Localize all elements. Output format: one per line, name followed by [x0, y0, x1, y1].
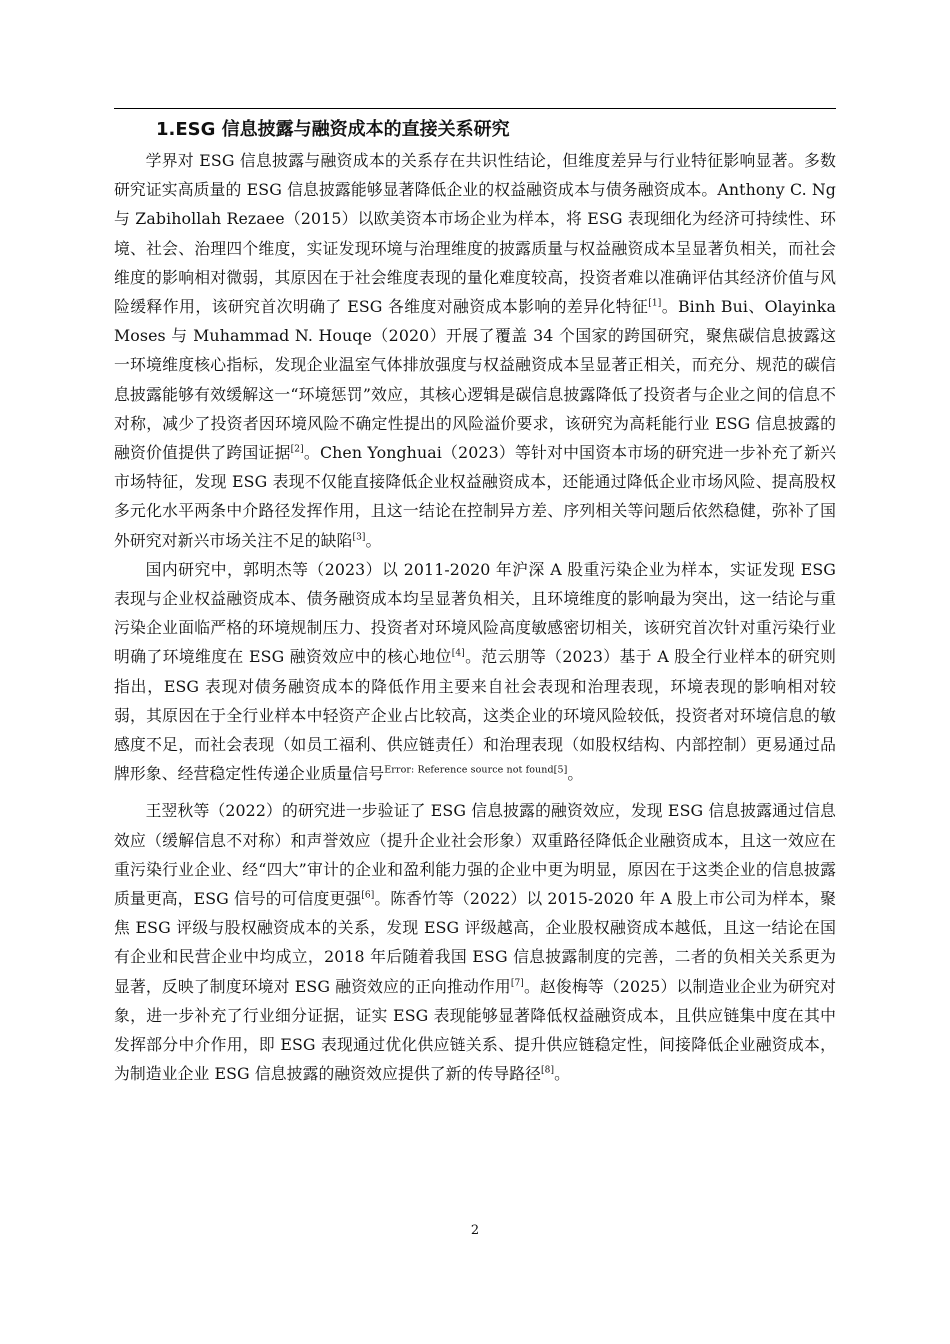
- paragraph-2: [114, 555, 836, 789]
- paragraph-text: 。范云朋等（2023）基于 A 股全行业样本的研究则指出，ESG 表现对债务融资成本的降低作用主要来自社会表现和治理表现，环境表现的影响相对较弱，其原因在于全行业样本中轻资产企业占比较高，这类企业的环境风险较低，投资者对环境信息的敏感度不足，而社会表现（如员工福利、供应链责任）和治理表现（如股权结构、内部控制）更易通过品牌形象、经营稳定性传递企业质量信号: [114, 647, 836, 784]
- paragraph-3: [114, 796, 836, 1088]
- paragraph-text: 。: [365, 530, 382, 550]
- paragraph-text: 。赵俊梅等（2025）以制造业企业为研究对象，进一步补充了行业细分证据，证实 ESG 表现能够显著降低权益融资成本，且供应链集中度在其中发挥部分中介作用，即 ESG 表现通过优化供应链关系、提升供应链稳定性，间接降低企业融资成本，为制造业企业 ESG 信息披露的融资效应提供了新的传导路径: [114, 976, 836, 1084]
- paragraph-text: 国内研究中，郭明杰等（2023）以 2011-2020 年沪深 A 股重污染企业为样本，实证发现 ESG 表现与企业权益融资成本、债务融资成本均呈显著负相关，且环境维度的影响最为突出，这一结论与重污染企业面临严格的环境规制压力、投资者对环境风险高度敏感密切相关，该研究首次针对重污染行业明确了环境维度在 ESG 融资效应中的核心地位: [114, 559, 836, 667]
- paragraph-text: 。陈香竹等（2022）以 2015-2020 年 A 股上市公司为样本，聚焦 ESG 评级与股权融资成本的关系，发现 ESG 评级越高，企业股权融资成本越低，且这一结论在国有企业和民营企业中均成立，2018 年后随着我国 ESG 信息披露制度的完善，二者的负相关关系更为显著，反映了制度环境对 ESG 融资效应的正向推动作用: [114, 889, 836, 996]
- paragraph-text: 王翌秋等（2022）的研究进一步验证了 ESG 信息披露的融资效应，发现 ESG 信息披露通过信息效应（缓解信息不对称）和声誉效应（提升企业社会形象）双重路径降低企业融资成本，且这一效应在重污染行业企业、经“四大”审计的企业和盈利能力强的企业中更为明显，原因在于这类企业的信息披露质量更高，ESG 信号的可信度更强: [114, 801, 836, 909]
- paragraph-text: 。: [554, 1064, 571, 1084]
- reference-error: Error: Reference source not found[5]: [384, 765, 568, 776]
- paragraph-text: 学界对 ESG 信息披露与融资成本的关系存在共识性结论，但维度差异与行业特征影响显著。多数研究证实高质量的 ESG 信息披露能够显著降低企业的权益融资成本与债务融资成本。Anthony C. Ng 与 Zabihollah Rezaee（2015）以欧美资本市场企业为样本，将 ESG 表现细化为经济可持续性、环境、社会、治理四个维度，实证发现环境与治理维度的披露质量与权益融资成本呈显著负相关，而社会维度的影响相对微弱，其原因在于社会维度表现的量化难度较高，投资者难以准确评估其经济价值与风险缓释作用，该研究首次明确了 ESG 各维度对融资成本影响的差异化特征: [114, 151, 836, 317]
- paragraph-1: [114, 146, 836, 555]
- paragraph-text: 。Binh Bui、Olayinka Moses 与 Muhammad N. Houqe（2020）开展了覆盖 34 个国家的跨国研究，聚焦碳信息披露这一环境维度核心指标，发现企业温室气体排放强度与权益融资成本呈显著正相关，而充分、规范的碳信息披露能够有效缓解这一“环境惩罚”效应，其核心逻辑是碳信息披露降低了投资者与企业之间的信息不对称，减少了投资者因环境风险不确定性提出的风险溢价要求，该研究为高耗能行业 ESG 信息披露的融资价值提供了跨国证据: [114, 297, 836, 463]
- citation-ref: [2]: [290, 444, 304, 455]
- citation-ref: [3]: [352, 532, 366, 543]
- citation-ref: [6]: [361, 890, 375, 901]
- citation-ref: [7]: [510, 978, 524, 989]
- header-rule: [114, 108, 836, 109]
- page-body: [114, 116, 836, 1089]
- section-title: 1.ESG 信息披露与融资成本的直接关系研究: [156, 119, 510, 140]
- citation-ref: [1]: [648, 298, 662, 309]
- paragraph-text: 。Chen Yonghuai（2023）等针对中国资本市场的研究进一步补充了新兴市场特征，发现 ESG 表现不仅能直接降低企业权益融资成本，还能通过降低企业市场风险、提高股权多元化水平两条中介路径发挥作用，且这一结论在控制异方差、序列相关等问题后依然稳健，弥补了国外研究对新兴市场关注不足的缺陷: [114, 443, 836, 550]
- page-number: 2: [470, 1223, 480, 1238]
- citation-ref: [4]: [451, 649, 465, 660]
- citation-ref: [8]: [541, 1066, 555, 1077]
- paragraph-text: 。: [567, 764, 584, 784]
